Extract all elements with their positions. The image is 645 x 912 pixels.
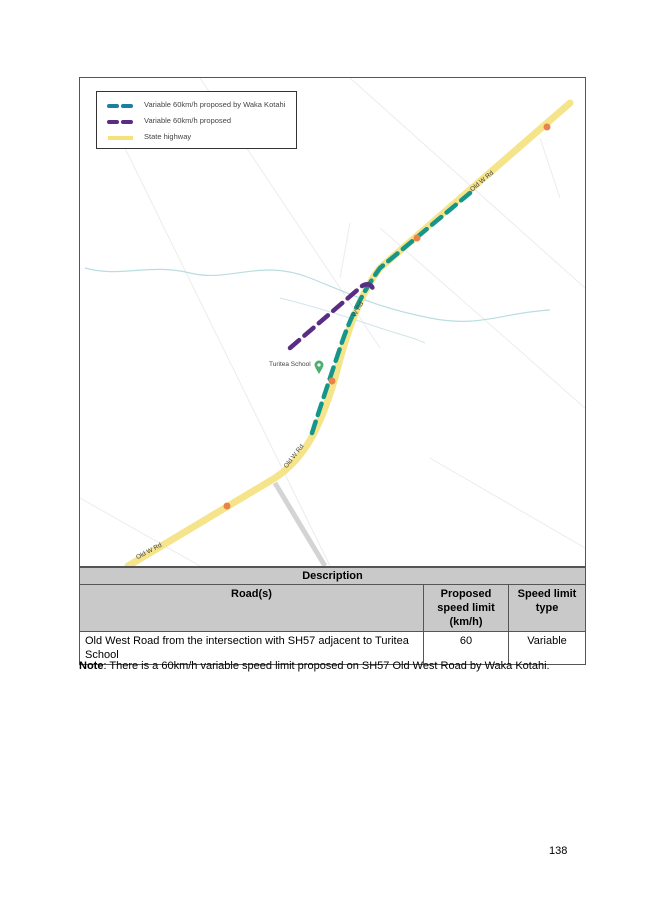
highway-marker xyxy=(414,235,421,242)
table-title-row xyxy=(80,568,586,585)
column-header-proposed-limit: Proposed speed limit (km/h) xyxy=(424,585,509,632)
column-header-limit-type: Speed limit type xyxy=(509,585,586,632)
map-figure xyxy=(79,77,586,567)
map-legend xyxy=(96,91,297,149)
highway-marker xyxy=(544,124,551,131)
cell-road: Old West Road from the intersection with SH57 adjacent to Turitea School xyxy=(80,632,424,665)
state-highway xyxy=(128,103,570,566)
cell-limit: 60 xyxy=(424,632,509,665)
legend-label: State highway xyxy=(144,132,192,141)
legend-item-waka-kotahi xyxy=(97,98,296,112)
legend-label: Variable 60km/h proposed xyxy=(144,116,231,125)
table-header-row xyxy=(80,585,586,632)
highway-marker xyxy=(329,378,336,385)
cell-type: Variable xyxy=(509,632,586,665)
map-canvas xyxy=(80,78,585,566)
legend-dash-blue-icon xyxy=(107,104,134,108)
road-label-bottom: Old W Rd xyxy=(135,541,164,562)
highway-marker xyxy=(224,503,231,510)
legend-solid-yellow-icon xyxy=(107,136,134,140)
legend-dash-purple-icon xyxy=(107,120,134,124)
road-label-short: W Rd xyxy=(351,300,366,319)
legend-label: Variable 60km/h proposed by Waka Kotahi xyxy=(144,100,286,109)
note-text: : There is a 60km/h variable speed limit proposed on SH57 Old West Road by Waka Kotahi. xyxy=(103,660,550,672)
waka-kotahi-variable-route xyxy=(312,193,470,433)
note-paragraph xyxy=(79,660,550,672)
legend-item-proposed xyxy=(97,114,296,128)
school-pin-icon xyxy=(315,361,324,375)
road-label-top: Old W Rd xyxy=(469,169,496,194)
legend-item-state-highway xyxy=(97,130,296,144)
page-number: 138 xyxy=(549,845,568,857)
column-header-roads: Road(s) xyxy=(80,585,424,632)
school-label: Turitea School xyxy=(269,361,311,368)
road-label-mid: Old W Rd xyxy=(282,443,306,470)
description-table xyxy=(79,567,586,665)
side-road xyxy=(275,483,325,566)
table-title: Description xyxy=(80,568,586,585)
note-prefix: Note xyxy=(79,660,104,672)
stream xyxy=(85,268,550,321)
